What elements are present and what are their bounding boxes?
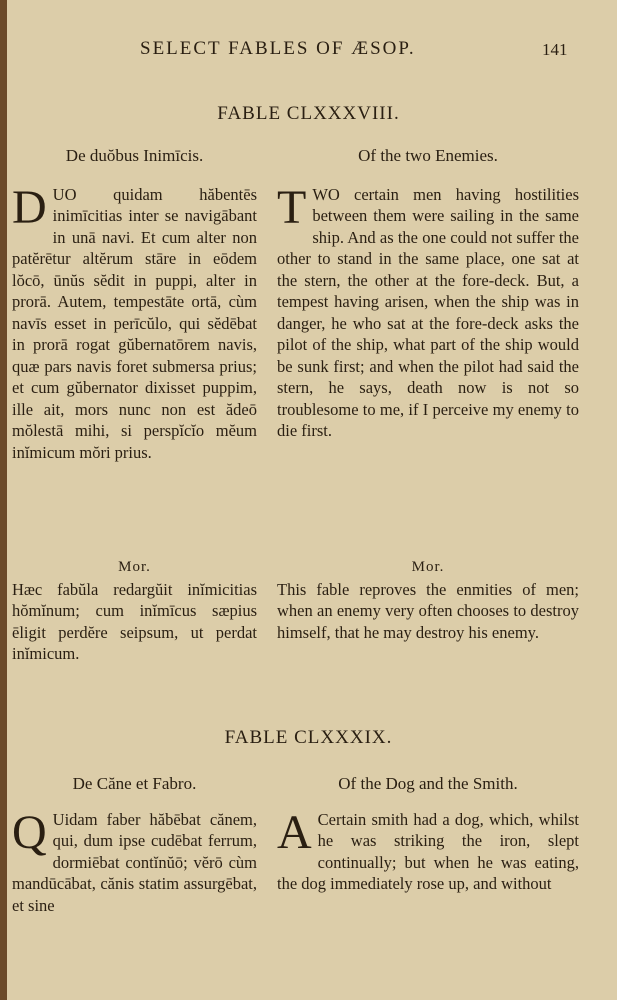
- fable-188-latin-dropcap: D: [12, 180, 47, 234]
- fable-188-english-column: [277, 145, 579, 442]
- fable-188-title: FABLE CLXXXVIII.: [217, 103, 400, 124]
- fable-188-english-text: WO certain men having hostilities between them were sailing in the same ship. And as the one could not suffer the other to stand in the same place, one sat at the stern, the other at the fore-deck. But, a tempest having arisen, when the ship was in danger, he who sat at the fore-deck asks the pilot of the ship, what part of the ship would be sunk first; and when the pilot had said the stern, he says, death now is not so troublesome to me, if I perceive my enemy to die first.: [277, 184, 579, 440]
- page-number: 141: [542, 40, 568, 59]
- fable-189-latin-dropcap: Q: [12, 805, 47, 859]
- fable-189-english-column: [277, 773, 579, 895]
- fable-189-english-dropcap: A: [277, 805, 312, 859]
- fable-188-latin-moral-label: Mor.: [118, 559, 151, 575]
- fable-188-latin-moral: [12, 557, 257, 665]
- fable-188-english-heading: Of the two Enemies.: [358, 146, 498, 165]
- fable-188-english-dropcap: T: [277, 180, 307, 234]
- fable-188-latin-moral-text: Hæc fabŭla redargŭit inĭmicitias hŏmĭnum; cum inĭmīcus sæpius ēligit perdĕre seipsum, ut perdat inĭmicum.: [12, 579, 257, 663]
- fable-188-english-moral: [277, 557, 579, 643]
- fable-189-title: FABLE CLXXXIX.: [224, 727, 393, 748]
- running-head-title: SELECT FABLES OF ÆSOP.: [140, 38, 416, 59]
- fable-189-latin-text: Uidam faber hăbēbat cănem, qui, dum ipse cudēbat ferrum, dormiēbat contĭnŭō; vĕrō cùm mandūcābat, cănis statim assurgēbat, et sine: [12, 809, 257, 915]
- fable-188-english-moral-label: Mor.: [411, 559, 445, 575]
- fable-189-latin-body: [12, 805, 257, 917]
- fable-189-english-text: Certain smith had a dog, which, whilst he was striking the iron, slept continually; but when he was eating, the dog immediately rose up, and without: [277, 809, 579, 893]
- book-spine-edge: [0, 0, 7, 1000]
- fable-189-latin-column: [12, 773, 257, 916]
- fable-188-latin-heading: De duŏbus Inimīcis.: [65, 146, 204, 165]
- fable-188-latin-body: [12, 180, 257, 464]
- fable-188-latin-column: [12, 145, 257, 463]
- fable-189-latin-heading: De Căne et Fabro.: [72, 774, 197, 793]
- fable-188-english-moral-text: This fable reproves the enmities of men; when an enemy very often chooses to destroy himself, that he may destroy his enemy.: [277, 579, 579, 642]
- running-head: [0, 38, 617, 68]
- fable-188-latin-text: UO quidam hăbentēs inimīcitias inter se navigābant in unā navi. Et cum alter non patĕrētur altĕrum stāre in eōdem lŏcō, ūnŭs sĕdit in puppi, alter in prorā. Autem, tempestāte ortā, cùm navīs esset in perīcŭlo, qui sĕdēbat in prorā rogat gŭbernatōrem navis, quæ pars navis foret submersa prius; et cum gŭbernator dixisset puppim, ille ait, mors nunc non est ădeō mŏlestā mihi, si perspĭcĭo mĕum inĭmicum mŏri prius.: [12, 184, 257, 462]
- fable-188-english-body: [277, 180, 579, 442]
- fable-189-english-body: [277, 805, 579, 895]
- fable-189-english-heading: Of the Dog and the Smith.: [338, 774, 518, 793]
